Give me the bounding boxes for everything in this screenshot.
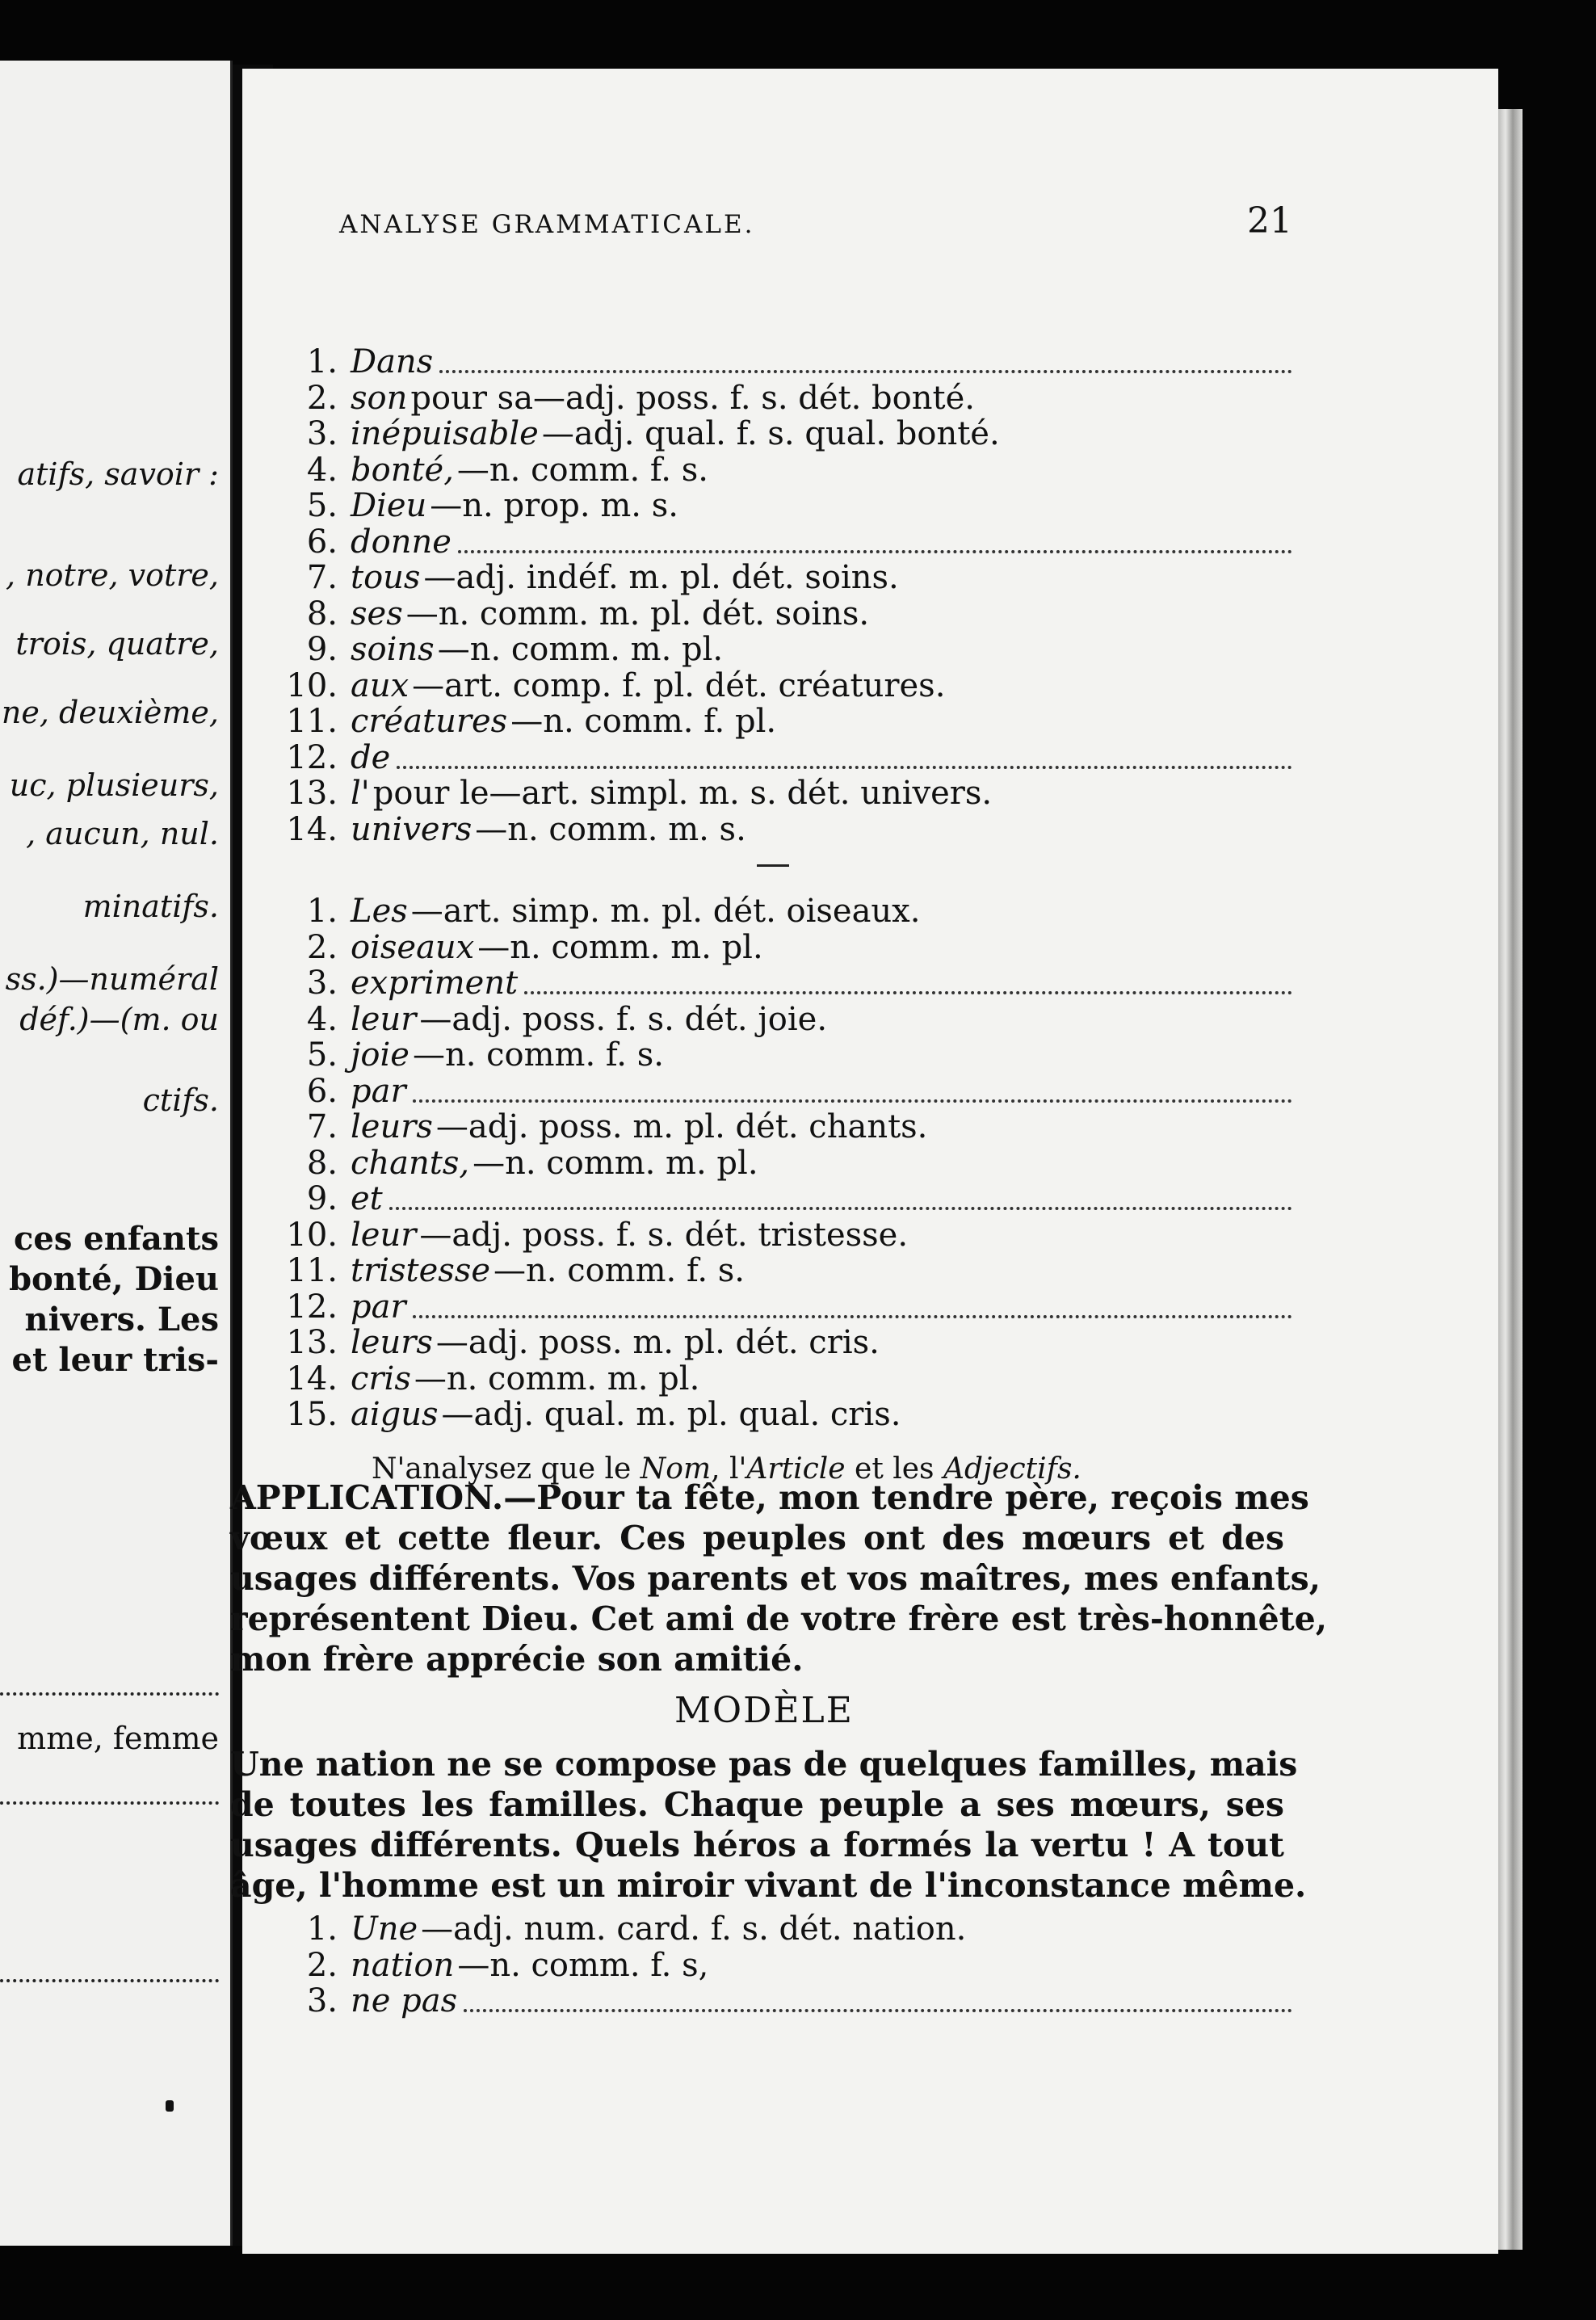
grammar-analysis: —art. simp. m. pl. dét. oiseaux. <box>410 893 921 930</box>
analysed-word: leurs <box>351 1324 433 1361</box>
analysed-word: créatures <box>351 703 508 740</box>
analysed-word: et <box>351 1180 383 1217</box>
row-number: 7. <box>306 559 338 596</box>
note-text-b: , l' <box>711 1452 747 1486</box>
analysis-row <box>275 1288 1292 1326</box>
analysed-word: univers <box>351 810 472 848</box>
note-adjectifs: Adjectifs. <box>943 1452 1082 1486</box>
dot-leader <box>458 531 1292 553</box>
analysed-word: expriment <box>351 965 519 1002</box>
analysed-word: oiseaux <box>351 928 475 966</box>
row-number: 13. <box>286 775 338 812</box>
row-number: 5. <box>306 487 338 524</box>
grammar-analysis: —adj. qual. f. s. qual. bonté. <box>541 415 1000 452</box>
paragraph-line: de toutes les familles. Chaque peuple a ses mœurs, ses <box>230 1785 1284 1824</box>
ink-mark <box>166 2100 174 2112</box>
left-fragment: ne, deuxième, <box>1 695 219 730</box>
analysed-word: ne pas <box>351 1982 458 2019</box>
left-dot-leader <box>0 1801 219 1805</box>
row-number: 8. <box>306 595 338 633</box>
row-number: 5. <box>306 1036 338 1074</box>
analysis-row <box>275 775 1292 812</box>
grammar-analysis: —n. comm. m. pl. <box>472 1144 758 1182</box>
analysis-row <box>275 1180 1292 1217</box>
left-fragment: nivers. Les <box>24 1301 219 1339</box>
grammar-analysis: —adj. num. card. f. s. dét. nation. <box>421 1910 967 1948</box>
analysed-word: Dans <box>351 343 434 380</box>
grammar-analysis: —adj. poss. m. pl. dét. cris. <box>435 1324 880 1361</box>
row-number: 1. <box>306 893 338 930</box>
grammar-analysis: —n. comm. f. s. <box>456 451 708 489</box>
analysed-word: par <box>351 1288 406 1326</box>
row-number: 9. <box>306 631 338 668</box>
analysed-word: leurs <box>351 1108 433 1145</box>
analysed-word: son <box>351 379 408 417</box>
row-number: 10. <box>286 666 338 704</box>
modele-title: MODÈLE <box>674 1690 854 1731</box>
analysed-word: leur <box>351 1216 417 1254</box>
analysed-word: l' <box>351 775 370 812</box>
separator-rule <box>757 864 789 867</box>
running-head: ANALYSE GRAMMATICALE. <box>339 210 755 239</box>
paragraph-line: âge, l'homme est un miroir vivant de l'inconstance même. <box>230 1866 1307 1905</box>
analysed-word: donne <box>351 523 452 561</box>
dot-leader <box>464 1990 1292 2012</box>
row-number: 4. <box>306 1000 338 1038</box>
analysis-row <box>275 1396 1292 1433</box>
row-number: 14. <box>286 1360 338 1397</box>
analysed-word: bonté, <box>351 451 454 489</box>
row-number: 1. <box>306 343 338 380</box>
dot-leader <box>439 351 1292 373</box>
note-nom: Nom <box>640 1452 712 1486</box>
left-fragment: ctifs. <box>142 1082 219 1118</box>
analysed-word: leur <box>351 1000 417 1038</box>
left-fragment: , notre, votre, <box>6 557 219 593</box>
dot-leader <box>397 746 1292 769</box>
analysis-row <box>275 1108 1292 1145</box>
row-number: 14. <box>286 810 338 848</box>
analysis-row <box>275 559 1292 596</box>
analysis-row <box>275 965 1292 1002</box>
dot-leader <box>524 972 1292 994</box>
analysed-word: de <box>351 738 391 776</box>
analysed-word: inépuisable <box>351 415 539 452</box>
analysis-row <box>275 1217 1292 1254</box>
analysed-word: chants, <box>351 1144 470 1182</box>
analysis-row <box>275 811 1292 848</box>
analysis-row <box>275 1947 1292 1984</box>
row-number: 4. <box>306 451 338 489</box>
dot-leader <box>389 1187 1292 1210</box>
analysed-word: nation <box>351 1946 455 1984</box>
left-fragment: uc, plusieurs, <box>9 767 219 803</box>
row-number: 9. <box>306 1180 338 1217</box>
analysed-word: Dieu <box>351 487 427 524</box>
grammar-analysis: —n. comm. m. s. <box>475 810 746 848</box>
row-number: 12. <box>286 738 338 776</box>
row-number: 11. <box>286 703 338 740</box>
analysis-row <box>275 523 1292 561</box>
grammar-analysis: —art. comp. f. pl. dét. créatures. <box>412 666 946 704</box>
analysed-word: tous <box>351 559 421 596</box>
left-fragment: déf.)—(m. ou <box>19 1002 219 1037</box>
row-number: 6. <box>306 1072 338 1110</box>
grammar-analysis: —adj. indéf. m. pl. dét. soins. <box>423 559 899 596</box>
row-number: 8. <box>306 1144 338 1182</box>
row-number: 3. <box>306 1982 338 2019</box>
analysed-word: Une <box>351 1910 418 1948</box>
analysis-row <box>275 415 1292 452</box>
analysis-row <box>275 487 1292 524</box>
analysis-row <box>275 1145 1292 1182</box>
left-dot-leader <box>0 1979 219 1982</box>
analysis-row <box>275 1982 1292 2019</box>
analysis-row <box>275 667 1292 704</box>
paragraph-line: APPLICATION.—Pour ta fête, mon tendre père, reçois mes <box>230 1478 1309 1517</box>
grammar-analysis: —adj. poss. f. s. dét. tristesse. <box>419 1216 909 1254</box>
analysed-word: cris <box>351 1360 411 1397</box>
analysis-row <box>275 1324 1292 1361</box>
row-number: 3. <box>306 415 338 452</box>
left-fragment: trois, quatre, <box>15 626 219 662</box>
note-text-a: N'analysez que le <box>372 1452 640 1486</box>
analysis-row <box>275 1360 1292 1397</box>
page-edge <box>1498 109 1522 2250</box>
left-facing-page <box>0 61 233 2246</box>
paragraph-line: Une nation ne se compose pas de quelques familles, mais <box>230 1745 1298 1784</box>
row-number: 11. <box>286 1252 338 1289</box>
grammar-analysis: —adj. poss. f. s. dét. joie. <box>419 1000 828 1038</box>
analysed-word: Les <box>351 893 408 930</box>
row-number: 7. <box>306 1108 338 1145</box>
grammar-analysis: —n. comm. m. pl. <box>414 1360 700 1397</box>
row-number: 2. <box>306 1946 338 1984</box>
grammar-analysis: —n. comm. m. pl. <box>437 631 724 668</box>
analysis-row <box>275 452 1292 489</box>
paragraph-line: mon frère apprécie son amitié. <box>230 1640 804 1679</box>
analysed-word: ses <box>351 595 403 633</box>
analysis-row <box>275 893 1292 930</box>
analysis-row <box>275 1073 1292 1110</box>
left-fragment: bonté, Dieu <box>9 1260 219 1298</box>
row-number: 3. <box>306 965 338 1002</box>
dot-leader <box>413 1080 1292 1103</box>
left-fragment: ces enfants <box>14 1220 219 1258</box>
grammar-analysis: pour sa—adj. poss. f. s. dét. bonté. <box>410 379 975 417</box>
analysis-row <box>275 380 1292 417</box>
left-fragment: , aucun, nul. <box>26 816 219 851</box>
left-dot-leader <box>0 1692 219 1696</box>
grammar-analysis: —adj. qual. m. pl. qual. cris. <box>441 1396 901 1433</box>
grammar-analysis: —n. comm. m. pl. <box>477 928 763 966</box>
left-fragment: mme, femme <box>17 1721 219 1756</box>
row-number: 1. <box>306 1910 338 1948</box>
paragraph-line: vœux et cette fleur. Ces peuples ont des mœurs et des <box>230 1519 1284 1557</box>
page-header <box>339 200 1292 258</box>
left-fragment: atifs, savoir : <box>17 456 219 492</box>
grammar-analysis: —n. comm. f. s. <box>412 1036 664 1074</box>
grammar-analysis: —n. comm. f. s, <box>457 1946 709 1984</box>
analysis-row <box>275 1001 1292 1038</box>
row-number: 15. <box>286 1396 338 1433</box>
left-fragment: minatifs. <box>82 889 219 924</box>
left-fragment: et leur tris- <box>11 1341 219 1379</box>
grammar-analysis: —n. comm. f. s. <box>494 1252 746 1289</box>
note-article: Article <box>746 1452 846 1486</box>
grammar-analysis: —n. comm. f. pl. <box>510 703 777 740</box>
grammar-analysis: pour le—art. simpl. m. s. dét. univers. <box>372 775 993 812</box>
note-text-c: et les <box>845 1452 943 1486</box>
row-number: 10. <box>286 1216 338 1254</box>
page-number: 21 <box>1247 200 1292 242</box>
row-number: 12. <box>286 1288 338 1326</box>
analysis-row <box>275 595 1292 633</box>
analysis-row <box>275 739 1292 776</box>
grammar-analysis: —n. comm. m. pl. dét. soins. <box>405 595 870 633</box>
dot-leader <box>413 1296 1292 1318</box>
analysis-row <box>275 929 1292 966</box>
analysis-row <box>275 1252 1292 1289</box>
paragraph-line: usages différents. Vos parents et vos maîtres, mes enfants, <box>230 1559 1321 1598</box>
grammar-analysis: —n. prop. m. s. <box>430 487 678 524</box>
grammar-analysis: —adj. poss. m. pl. dét. chants. <box>435 1108 928 1145</box>
analysed-word: joie <box>351 1036 410 1074</box>
row-number: 2. <box>306 928 338 966</box>
analysis-row <box>275 343 1292 380</box>
left-fragment: ss.)—numéral <box>5 961 219 997</box>
analysis-row <box>275 631 1292 668</box>
analysed-word: aux <box>351 666 410 704</box>
analysed-word: tristesse <box>351 1252 490 1289</box>
row-number: 13. <box>286 1324 338 1361</box>
row-number: 2. <box>306 379 338 417</box>
analysis-row <box>275 1036 1292 1074</box>
paragraph-line: représentent Dieu. Cet ami de votre frère est très-honnête, <box>230 1599 1328 1638</box>
analysis-row <box>275 1910 1292 1948</box>
analysed-word: par <box>351 1072 406 1110</box>
paragraph-line: usages différents. Quels héros a formés la vertu ! A tout <box>230 1826 1284 1864</box>
analysed-word: aigus <box>351 1396 439 1433</box>
analysis-row <box>275 703 1292 740</box>
row-number: 6. <box>306 523 338 561</box>
analysed-word: soins <box>351 631 435 668</box>
